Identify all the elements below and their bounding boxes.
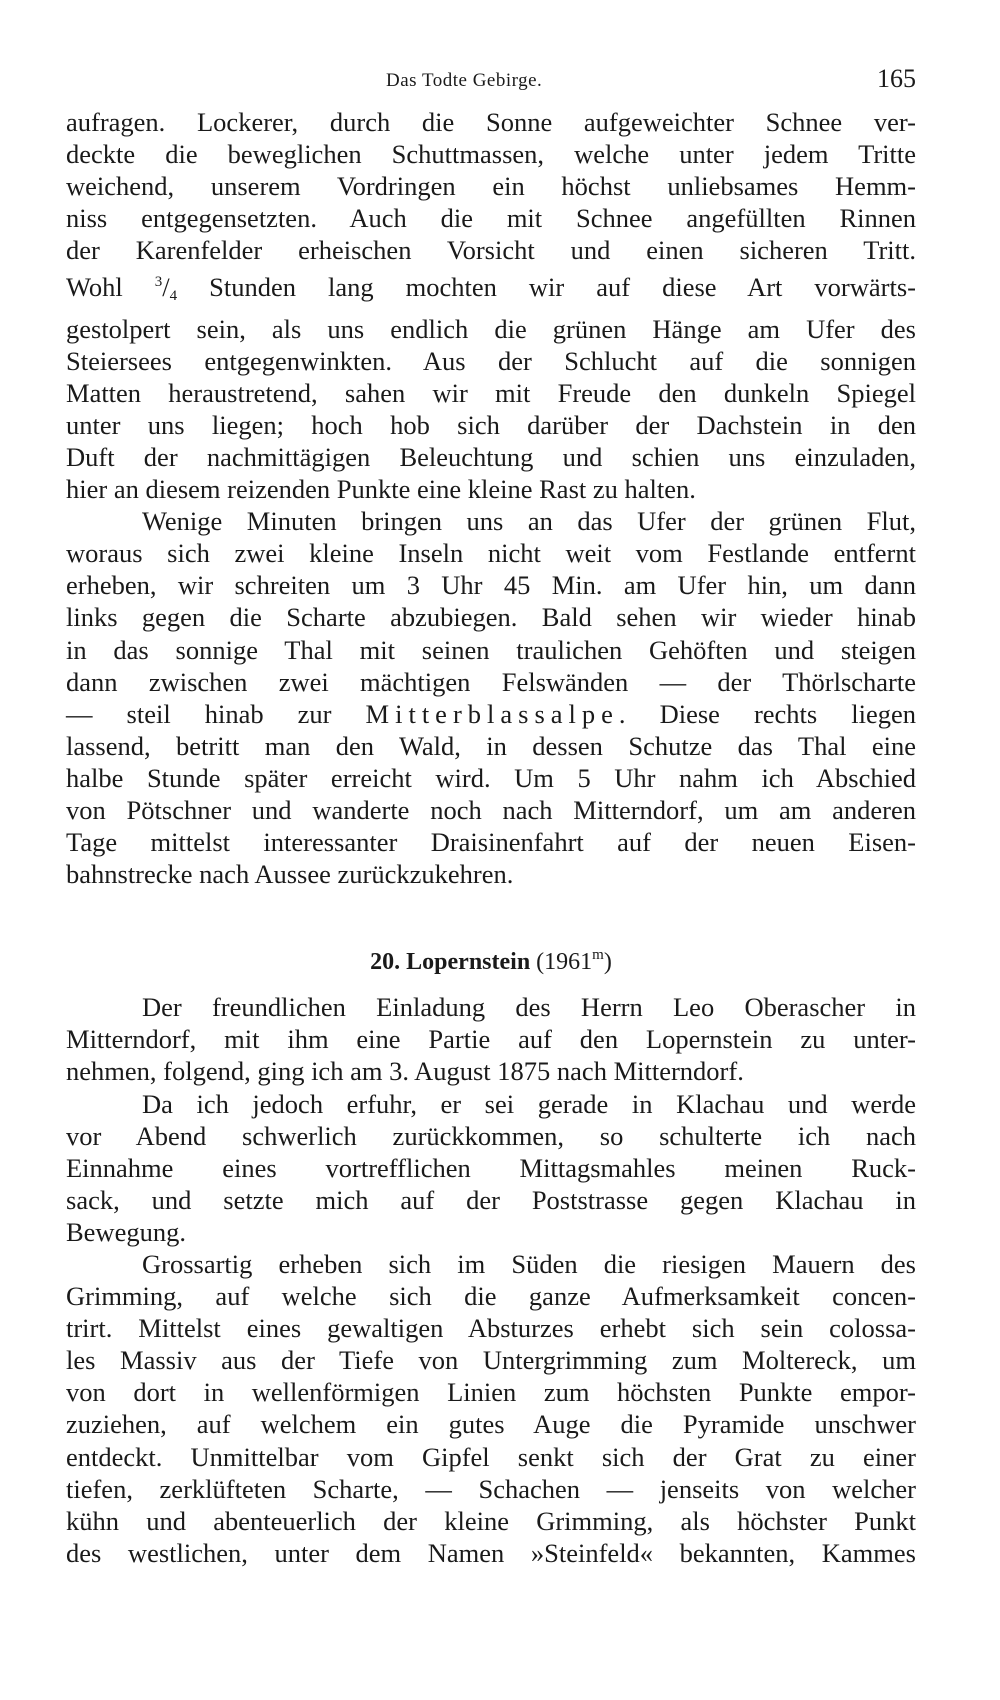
- text-line: unter uns liegen; hoch hob sich darüber der Dachstein in den: [66, 409, 916, 440]
- text-line: lassend, betritt man den Wald, in dessen Schutze das Thal eine: [66, 730, 916, 761]
- text-line: Grimming, auf welche sich die ganze Aufmerksamkeit concen-: [66, 1281, 916, 1312]
- fraction-slash: /: [162, 272, 170, 303]
- paragraph: [66, 1248, 916, 1569]
- elevation-value: (1961: [536, 949, 593, 976]
- paragraph: [66, 505, 916, 890]
- text-fragment: Stunden lang mochten wir auf diese Art vorwärts-: [177, 272, 916, 303]
- text-line: tiefen, zerklüfteten Scharte, — Schachen — jenseits von welcher: [66, 1473, 916, 1504]
- text-line: Matten heraustretend, sahen wir mit Freude den dunkeln Spiegel: [66, 377, 916, 408]
- text-line: trirt. Mittelst eines gewaltigen Absturzes erhebt sich sein colossa-: [66, 1313, 916, 1344]
- book-page: [66, 58, 916, 1569]
- section-elevation: [536, 949, 612, 975]
- text-line: weichend, unserem Vordringen ein höchst unliebsames Hemm-: [66, 171, 916, 202]
- section-number: 20.: [370, 949, 401, 976]
- text-fragment: — steil hinab zur: [66, 698, 366, 729]
- text-line: des westlichen, unter dem Namen »Steinfeld« bekannten, Kammes: [66, 1537, 916, 1568]
- text-line: aufragen. Lockerer, durch die Sonne aufgeweichter Schnee ver-: [66, 107, 916, 137]
- text-line: Bewegung.: [66, 1216, 186, 1247]
- text-line: zuziehen, auf welchem ein gutes Auge die Pyramide unschwer: [66, 1409, 916, 1440]
- section-title: Lopernstein: [406, 949, 531, 976]
- paragraph: [66, 1088, 916, 1248]
- text-line: vor Abend schwerlich zurückkommen, so schulterte ich nach: [66, 1120, 916, 1151]
- text-line: hier an diesem reizenden Punkte eine kleine Rast zu halten.: [66, 474, 696, 505]
- text-line: Da ich jedoch erfuhr, er sei gerade in Klachau und werde: [142, 1088, 916, 1119]
- text-line: nehmen, folgend, ging ich am 3. August 1875 nach Mitterndorf.: [66, 1056, 744, 1087]
- text-line: links gegen die Scharte abzubiegen. Bald sehen wir wieder hinab: [66, 602, 916, 633]
- running-head: [66, 58, 916, 98]
- text-line: Duft der nachmittägigen Beleuchtung und schien uns einzuladen,: [66, 441, 916, 472]
- text-line: Steiersees entgegenwinkten. Aus der Schlucht auf die sonnigen: [66, 345, 916, 376]
- text-line: deckte die beweglichen Schuttmassen, welche unter jedem Tritte: [66, 139, 916, 170]
- elevation-unit: m: [592, 947, 604, 964]
- text-line-fraction: [66, 266, 916, 312]
- elevation-close: ): [603, 949, 612, 976]
- text-line: les Massiv aus der Tiefe von Untergrimming zum Moltereck, um: [66, 1345, 916, 1376]
- text-line: woraus sich zwei kleine Inseln nicht weit vom Festlande entfernt: [66, 538, 916, 569]
- text-line: kühn und abenteuerlich der kleine Grimming, als höchster Punkt: [66, 1505, 916, 1536]
- text-fragment: . Diese rechts liegen: [618, 698, 916, 729]
- text-line: halbe Stunde später erreicht wird. Um 5 Uhr nahm ich Abschied: [66, 762, 916, 793]
- text-line: Wenige Minuten bringen uns an das Ufer der grünen Flut,: [142, 506, 916, 537]
- text-line: entdeckt. Unmittelbar vom Gipfel senkt sich der Grat zu einer: [66, 1441, 916, 1472]
- fraction-denominator: 4: [169, 288, 178, 305]
- text-line: dann zwischen zwei mächtigen Felswänden — der Thörlscharte: [66, 666, 916, 697]
- text-line: bahnstrecke nach Aussee zurückzukehren.: [66, 859, 514, 890]
- paragraph-continuation: [66, 106, 916, 505]
- text-line: Mitterndorf, mit ihm eine Partie auf den Lopernstein zu unter-: [66, 1024, 916, 1055]
- text-line: von dort in wellenförmigen Linien zum höchsten Punkte empor-: [66, 1377, 916, 1408]
- text-fragment: Wohl: [66, 272, 155, 303]
- running-title: Das Todte Gebirge.: [386, 70, 543, 91]
- section-heading: [66, 940, 916, 977]
- text-line: erheben, wir schreiten um 3 Uhr 45 Min. am Ufer hin, um dann: [66, 570, 916, 601]
- text-line: sack, und setzte mich auf der Poststrasse gegen Klachau in: [66, 1184, 916, 1215]
- text-line: Grossartig erheben sich im Süden die riesigen Mauern des: [142, 1249, 916, 1279]
- page-number: 165: [877, 64, 916, 93]
- text-line-spaced: [66, 698, 916, 730]
- text-line: Der freundlichen Einladung des Herrn Leo Oberascher in: [142, 992, 916, 1023]
- text-line: der Karenfelder erheischen Vorsicht und einen sicheren Tritt.: [66, 235, 916, 266]
- text-line: von Pötschner und wanderte noch nach Mitterndorf, um am anderen: [66, 794, 916, 825]
- text-line: Tage mittelst interessanter Draisinenfahrt auf der neuen Eisen-: [66, 827, 916, 858]
- text-line: gestolpert sein, als uns endlich die grünen Hänge am Ufer des: [66, 313, 916, 344]
- text-line: Einnahme eines vortrefflichen Mittagsmahles meinen Ruck-: [66, 1152, 916, 1183]
- paragraph: [66, 991, 916, 1087]
- place-name-spaced: Mitterblassalpe: [365, 698, 619, 729]
- text-line: in das sonnige Thal mit seinen traulichen Gehöften und steigen: [66, 634, 916, 665]
- text-line: niss entgegensetzten. Auch die mit Schnee angefüllten Rinnen: [66, 203, 916, 234]
- fraction-numerator: 3: [154, 274, 163, 291]
